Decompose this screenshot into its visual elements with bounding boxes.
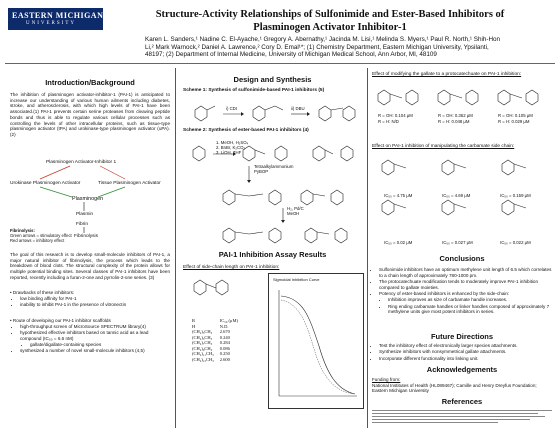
references-text — [372, 409, 552, 429]
carbamate-subheading: Effect on PAI-1 inhibition of manipulating the carbamate side chain: — [372, 144, 515, 149]
carbamate-ic50: IC₅₀ = 0.027 μM — [442, 240, 473, 245]
ack-funding: National Institutes of Health (HL089467); Camille and Henry Dreyfus Foundation; Eastern Michigan University — [372, 382, 537, 394]
assay-heading: PAI-1 Inhibition Assay Results — [218, 250, 327, 259]
title-line1: Structure-Activity Relationships of Sulfonimide and Ester-Based Inhibitors of — [155, 9, 505, 20]
conclusion-item: • Potency of ester-based inhibitors is enhanced by the side-chain: — [379, 291, 552, 297]
column-divider — [367, 68, 368, 428]
conclusion-subitem: • Inhibition improves as size of carbamate handle increases. — [388, 297, 552, 303]
table-row: H N.D. — [192, 323, 229, 329]
future-item: • Test the inhibitory effect of electronically larger species attachments. — [379, 343, 552, 349]
gallate-value: R = OH: 0.105 μM — [498, 113, 533, 118]
reagent-cdi: i) CDI — [226, 106, 237, 111]
conclusion-item: • Sulfonimide inhibitors have an optimum methylene unit length of 6.5 which correlates to a chain length of approximately 780-1000 pm. — [379, 267, 552, 278]
intro-heading: Introduction/Background — [45, 78, 135, 87]
legend-green: Green arrows = stimulatory effect — [10, 233, 72, 238]
gallate-value: R = H: N/D — [378, 119, 399, 124]
inhibition-graph — [268, 273, 364, 409]
logo-line1: EASTERN MICHIGAN — [12, 11, 104, 20]
conclusions-heading: Conclusions — [439, 254, 485, 263]
diagram-pai1: Plasminogen Activator-Inhibitor 1 — [46, 160, 117, 165]
graph-plot — [273, 286, 359, 402]
scheme2-deprotection: H₂, Pd/C MeOH — [287, 206, 304, 216]
poster-title — [110, 9, 550, 34]
university-logo — [8, 8, 103, 30]
carbamate-ic50: IC₅₀ = 0.159 μM — [500, 193, 531, 198]
column-divider — [175, 68, 176, 428]
route-item: • hypothesized effective inhibitors based on tannic acid as a lead compound (IC₅₀ = 6.6 nM) — [20, 330, 170, 341]
side-chain-subheading: Effect of side-chain length on PAI-1 inhibition: — [183, 265, 280, 270]
authors-line3: 48197; (2) Department of Internal Medicine, University of Michigan Medical School, Ann Arbor, MI, 48109 — [145, 51, 437, 59]
conclusion-item: • The protocatechuate modification tends to moderately improve PAI-1 inhibition compared to gallate moieties. — [379, 279, 552, 290]
table-header-ic50: IC₅₀ (μM) — [219, 318, 238, 323]
intro-para1: The inhibition of plasminogen activator-inhibitor-1 (PAI-1) is anticipated to increase our understanding of various human ailments including diabetes, stroke, and atherosclerosis, with which high levels of PAI-1 have been associated.(1) PAI-1 prevents certain serine proteases from cleaving peptide bonds and thus is able to regulate various cellular processes such as controlling the levels of other intracellular proteins, such as tissue-type plasminogen activator (tPA) and urokinase-type plasminogen activator (uPA).(2) — [10, 92, 170, 137]
gallate-value: R = H: 0.029 μM — [498, 119, 530, 124]
authors — [145, 36, 555, 59]
gallate-value: R = H: 0.048 μM — [438, 119, 470, 124]
gallate-value: R = OH: 0.362 μM — [438, 113, 473, 118]
scheme2-structures — [183, 136, 363, 254]
conclusion-subitem: • Ring ending carbamate handles or linker handles composed of approximately 7 methylene units give most potent inhibitors in series. — [388, 304, 552, 315]
scheme2-label: Scheme 2: Synthesis of ester-based PAI-1 inhibitors (4) — [183, 128, 309, 133]
legend-title: Fibrinolysis: — [10, 228, 35, 233]
diagram-plasmin: Plasmin — [76, 212, 94, 217]
conclusions-list — [372, 267, 552, 316]
ack-funding-label: Funding from: — [372, 377, 401, 382]
future-heading: Future Directions — [430, 332, 494, 341]
route-subitem: • gallate/digallate-containing species — [30, 342, 170, 348]
scheme2-coupling: Tetraalkylammonium PyBOP — [254, 164, 294, 174]
drawback-item: • inability to inhibit PAI-1 in the presence of vitronectin — [20, 302, 170, 308]
drawback-item: • low binding affinity for PAI-1 — [20, 296, 170, 302]
design-heading: Design and Synthesis — [233, 75, 312, 84]
table-row: (CH₂)₉CH₃ 0.086 — [192, 345, 230, 351]
logo-line2: UNIVERSITY — [26, 21, 76, 26]
route-item: • high-throughput screen of MicroSource SPECTRUM library(4) — [20, 324, 170, 330]
reagent-dbu: ii) DBU — [291, 106, 305, 111]
scheme1-label: Scheme 1: Synthesis of sulfonimide-based PAI-1 inhibitors (5) — [183, 88, 325, 93]
carbamate-ic50: IC₅₀ = 0.02 μM — [384, 240, 413, 245]
header-rule — [5, 63, 555, 64]
title-line2: Plasminogen Activator Inhibitor-1 — [253, 21, 407, 33]
ack-text — [372, 377, 552, 394]
diagram-upa: Urokinase Plasminogen Activator — [10, 181, 81, 186]
gallate-value: R = OH: 0.104 μM — [378, 113, 413, 118]
table-row: (CH₂)₁₃CH₃ 2.600 — [192, 356, 230, 362]
route-title: • Route of developing our PAI-1 inhibitor scaffolds — [10, 318, 111, 323]
carbamate-ic50: IC₅₀ = 0.022 μM — [500, 240, 531, 245]
side-chain-structure — [186, 274, 236, 304]
future-list — [372, 343, 552, 362]
scheme1-structures — [183, 96, 363, 126]
route-list — [10, 318, 170, 355]
scheme2-reagents: 1. MeOH, H₂SO₄ 2. BnBr, K₂CO₃ 3. LiOH, THF — [216, 140, 249, 155]
ack-heading: Acknowledgements — [426, 365, 498, 374]
diagram-fibrin: Fibrin — [76, 222, 88, 227]
table-row: (CH₂)₃CH₃ 2.670 — [192, 329, 230, 334]
drawbacks-title: • Drawbacks of these inhibitors: — [10, 290, 75, 295]
drawbacks-list — [10, 290, 170, 308]
legend-red: Red arrows = inhibitory effect — [10, 238, 65, 243]
gallate-subheading: Effect of modifying the gallate to a protocatechuate on PAI-1 inhibition: — [372, 72, 522, 77]
future-item: • Incorporate different functionality into linking unit. — [379, 356, 552, 362]
table-header-r: R — [192, 318, 196, 323]
table-row: (CH₂)₁₁CH₃ 0.250 — [192, 351, 230, 356]
table-row: (CH₂)₅CH₃ 0.240 — [192, 334, 230, 340]
future-item: • Synthesize inhibitors with nonsymmetrical gallate attachments. — [379, 349, 552, 355]
route-item: • synthesized a number of novel small-molecule inhibitors (4,5) — [20, 348, 170, 354]
table-row: (CH₂)₇CH₃ 0.284 — [192, 340, 230, 345]
diagram-tpa: Tissue Plasminogen Activator — [98, 181, 161, 186]
authors-line1: Karen L. Sanders,¹ Nadine C. El-Ayache,¹ Gregory A. Abernathy,¹ Jacinda M. Lisi,¹ Melinda S. Myers,¹ Paul R. North,¹ Shih-Hon — [145, 36, 500, 43]
diagram-legend — [10, 228, 100, 243]
refs-heading: References — [441, 397, 483, 406]
diagram-fibrinolysis: Fibrinolysis — [74, 234, 98, 239]
carbamate-structures — [372, 152, 552, 232]
intro-para2: The goal of this research is to develop small-molecule inhibitors of PAI-1, a major natural inhibitor of fibrinolysis, the process which leads to the breakdown of blood clots. The structural complexity of the protein allows for multiple potential binding sites. Several classes of PAI-1 inhibitors have been reported, recently including a furan-2-one and pyrrolin-2-one series. (3) — [10, 252, 170, 280]
carbamate-ic50: IC₅₀ = 4.69 μM — [442, 193, 471, 198]
diagram-plasminogen: Plasminogen — [72, 196, 104, 202]
ic50-table — [192, 318, 244, 362]
carbamate-ic50: IC₅₀ = 4.75 μM — [384, 193, 413, 198]
graph-title: Sigmoidal Inhibition Curve — [273, 277, 320, 282]
authors-line2: Li,² Mark Warnock,² Daniel A. Lawrence,² Cory D. Emal¹*; (1) Chemistry Department, Eastern Michigan University, Ypsilanti, — [145, 43, 489, 51]
